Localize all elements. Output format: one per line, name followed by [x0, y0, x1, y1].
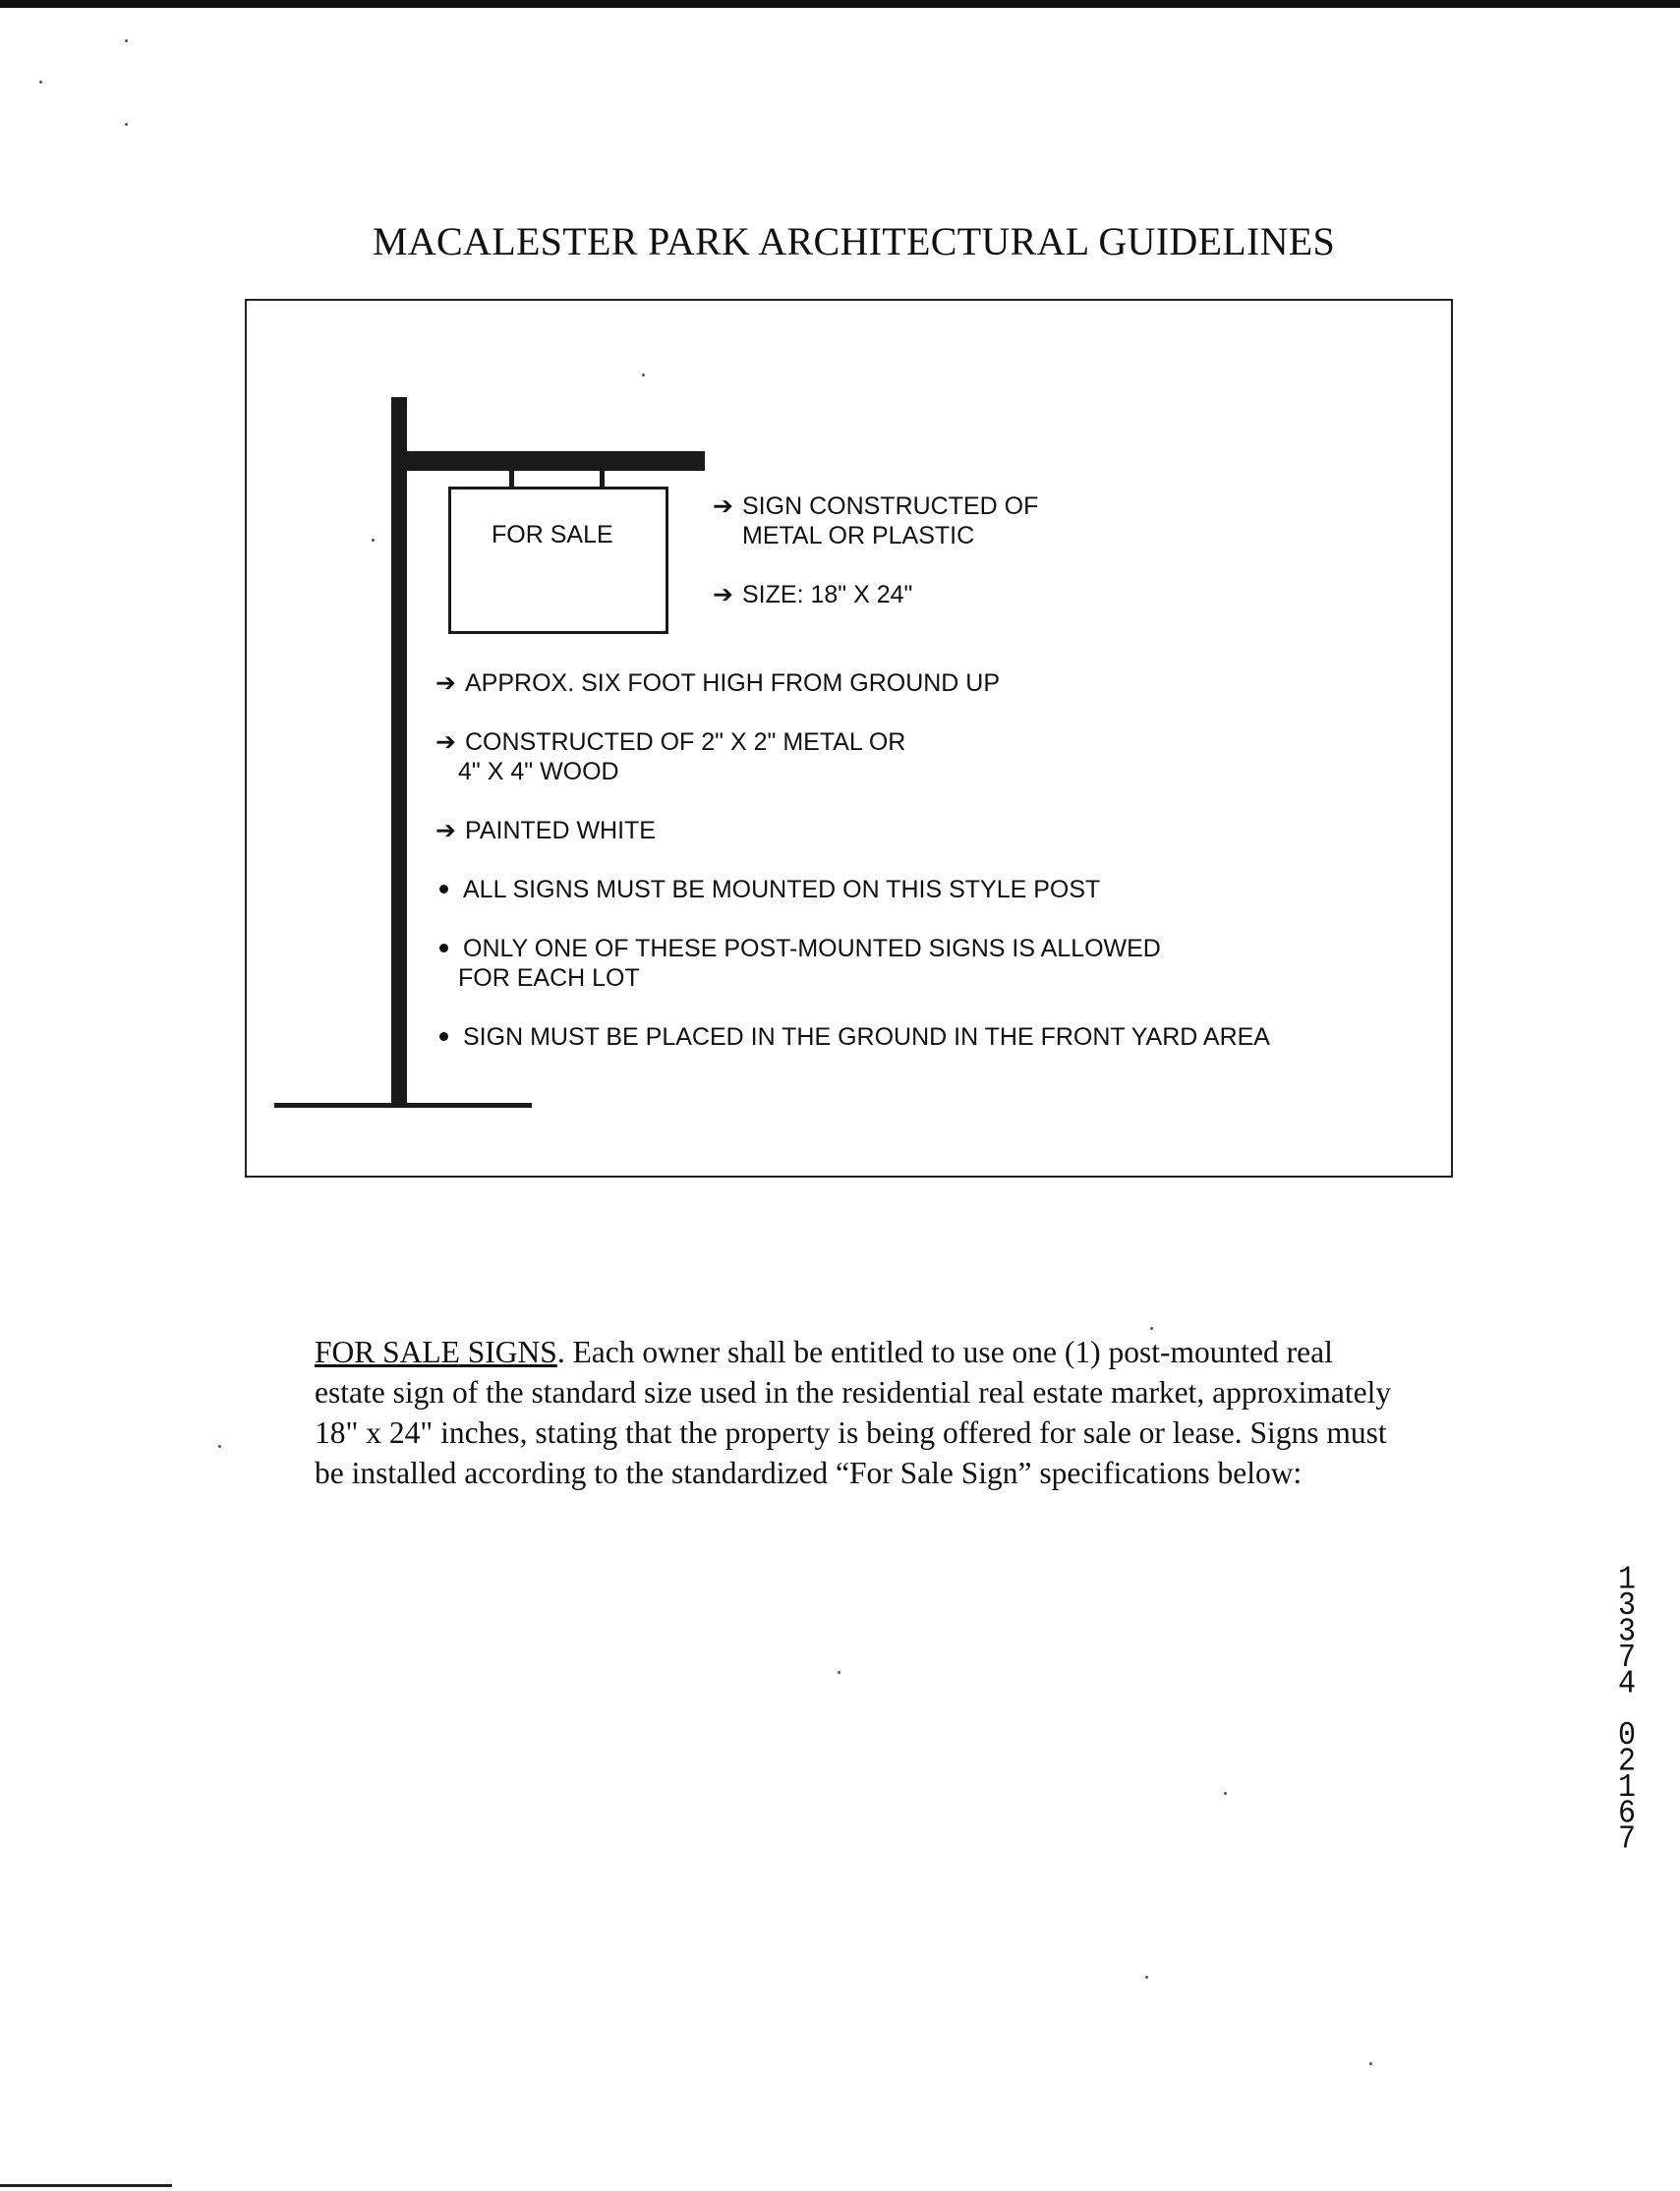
scan-speck — [1369, 2062, 1372, 2065]
scan-speck — [218, 1445, 221, 1448]
for-sale-signs-paragraph: FOR SALE SIGNS. Each owner shall be entitled to use one (1) post-mounted real estate sign of the standard size used in the residential real estate market, approximately 18" x 24" inches, stating that the property is being offered for sale or lease. Signs must be installed according to the standardized “For Sale Sign” specifications below: — [315, 1335, 1392, 1490]
post-note-paint: ➔ PAINTED WHITE — [435, 817, 656, 844]
scan-speck — [125, 123, 128, 126]
sign-post-arm — [403, 451, 705, 471]
rule-front-yard: SIGN MUST BE PLACED IN THE GROUND IN THE FRONT YARD AREA — [435, 1022, 1270, 1052]
arrow-icon: ➔ — [435, 669, 456, 697]
document-id-stamp: 1 3 3 7 4 0 2 1 6 7 — [1617, 1562, 1636, 1859]
ground-line — [274, 1103, 532, 1108]
rule-one-per-lot: ONLY ONE OF THESE POST-MOUNTED SIGNS IS ALLOWED FOR EACH LOT — [435, 934, 1161, 993]
scan-speck — [1150, 1327, 1153, 1330]
post-note-height: ➔ APPROX. SIX FOOT HIGH FROM GROUND UP — [435, 669, 1001, 697]
arrow-icon: ➔ — [435, 728, 456, 756]
bullet-icon — [439, 1032, 448, 1041]
sign-post-upright — [391, 397, 407, 1105]
scan-top-edge — [0, 0, 1680, 8]
arrow-icon: ➔ — [435, 817, 456, 844]
page-title: MACALESTER PARK ARCHITECTURAL GUIDELINES — [373, 219, 1336, 263]
scan-speck — [372, 539, 375, 542]
scan-speck — [125, 39, 128, 42]
bullet-icon — [439, 885, 448, 894]
sign-note-material: ➔ SIGN CONSTRUCTED OF METAL OR PLASTIC — [713, 492, 1039, 549]
scan-speck — [838, 1671, 840, 1674]
scan-speck — [1224, 1792, 1227, 1795]
sign-note-size: ➔ SIZE: 18" X 24" — [713, 581, 913, 608]
scan-bottom-edge — [0, 2184, 172, 2187]
sign-board-text: FOR SALE — [492, 521, 613, 548]
paragraph-body: Each owner shall be entitled to use one (1) post-mounted real estate sign of the standard size used in the residential real estate market, approximately 18" x 24" inches, stating that the property is being offered for sale or lease. Signs must be installed according to the standardized “For Sale Sign” specifications below: — [315, 1335, 1392, 1490]
scan-speck — [1145, 1976, 1148, 1979]
bullet-icon — [439, 944, 448, 952]
scan-speck — [642, 374, 645, 376]
arrow-icon: ➔ — [713, 581, 733, 608]
rule-mounting: ALL SIGNS MUST BE MOUNTED ON THIS STYLE POST — [435, 875, 1100, 904]
post-note-construction: ➔ CONSTRUCTED OF 2" X 2" METAL OR 4" X 4" WOOD — [435, 728, 906, 785]
scan-speck — [39, 81, 42, 84]
arrow-icon: ➔ — [713, 492, 733, 520]
paragraph-lead: FOR SALE SIGNS — [315, 1335, 557, 1369]
sign-board — [448, 487, 668, 634]
